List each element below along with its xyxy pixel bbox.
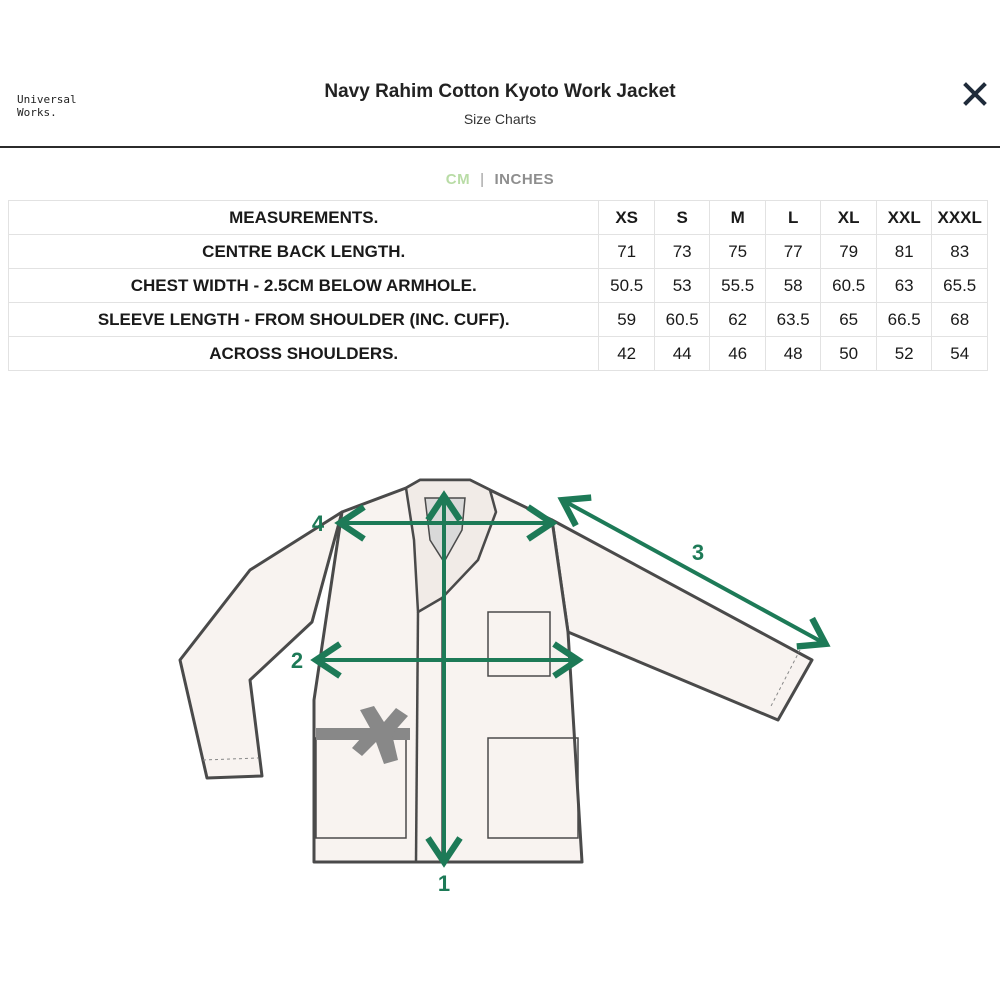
table-cell: 77 <box>765 235 821 269</box>
close-button[interactable] <box>962 81 988 107</box>
row-label: CENTRE BACK LENGTH. <box>9 235 599 269</box>
marker-2: 2 <box>290 648 304 673</box>
table-cell: 62 <box>710 303 766 337</box>
table-cell: 68 <box>932 303 988 337</box>
table-header-label: MEASUREMENTS. <box>9 201 599 235</box>
marker-1: 1 <box>437 871 451 896</box>
right-sleeve <box>552 520 812 720</box>
table-cell: 75 <box>710 235 766 269</box>
unit-toggle <box>0 171 1000 188</box>
table-cell: 66.5 <box>876 303 932 337</box>
size-header: XXXL <box>932 201 988 235</box>
size-header: L <box>765 201 821 235</box>
table-cell: 55.5 <box>710 269 766 303</box>
table-cell: 60.5 <box>821 269 877 303</box>
table-cell: 53 <box>654 269 710 303</box>
row-label: ACROSS SHOULDERS. <box>9 337 599 371</box>
table-cell: 65.5 <box>932 269 988 303</box>
page-title: Navy Rahim Cotton Kyoto Work Jacket <box>324 81 676 102</box>
table-cell: 46 <box>710 337 766 371</box>
table-header-row <box>9 201 988 235</box>
table-cell: 54 <box>932 337 988 371</box>
close-icon <box>962 81 988 107</box>
modal-header <box>0 0 1000 148</box>
table-cell: 42 <box>599 337 655 371</box>
table-cell: 65 <box>821 303 877 337</box>
table-cell: 44 <box>654 337 710 371</box>
marker-4: 4 <box>311 511 325 536</box>
table-cell: 71 <box>599 235 655 269</box>
table-row <box>9 235 988 269</box>
size-header: XS <box>599 201 655 235</box>
table-cell: 60.5 <box>654 303 710 337</box>
table-row <box>9 303 988 337</box>
size-header: S <box>654 201 710 235</box>
unit-cm-tab[interactable]: CM <box>445 171 471 188</box>
table-cell: 50.5 <box>599 269 655 303</box>
brand-logo[interactable]: Universal Works. <box>17 93 77 119</box>
row-label: SLEEVE LENGTH - FROM SHOULDER (INC. CUFF). <box>9 303 599 337</box>
table-cell: 50 <box>821 337 877 371</box>
table-cell: 81 <box>876 235 932 269</box>
size-table <box>8 200 988 371</box>
size-header: XL <box>821 201 877 235</box>
size-header: XXL <box>876 201 932 235</box>
page-subtitle: Size Charts <box>463 111 537 127</box>
table-cell: 48 <box>765 337 821 371</box>
size-header: M <box>710 201 766 235</box>
jacket-measurement-diagram <box>0 440 1000 940</box>
table-cell: 73 <box>654 235 710 269</box>
unit-inches-tab[interactable]: INCHES <box>494 171 555 188</box>
unit-separator: | <box>480 171 485 188</box>
table-cell: 63.5 <box>765 303 821 337</box>
table-row <box>9 337 988 371</box>
table-cell: 59 <box>599 303 655 337</box>
table-cell: 79 <box>821 235 877 269</box>
table-cell: 52 <box>876 337 932 371</box>
marker-3: 3 <box>691 540 705 565</box>
table-cell: 58 <box>765 269 821 303</box>
table-cell: 63 <box>876 269 932 303</box>
table-cell: 83 <box>932 235 988 269</box>
table-row <box>9 269 988 303</box>
row-label: CHEST WIDTH - 2.5CM BELOW ARMHOLE. <box>9 269 599 303</box>
